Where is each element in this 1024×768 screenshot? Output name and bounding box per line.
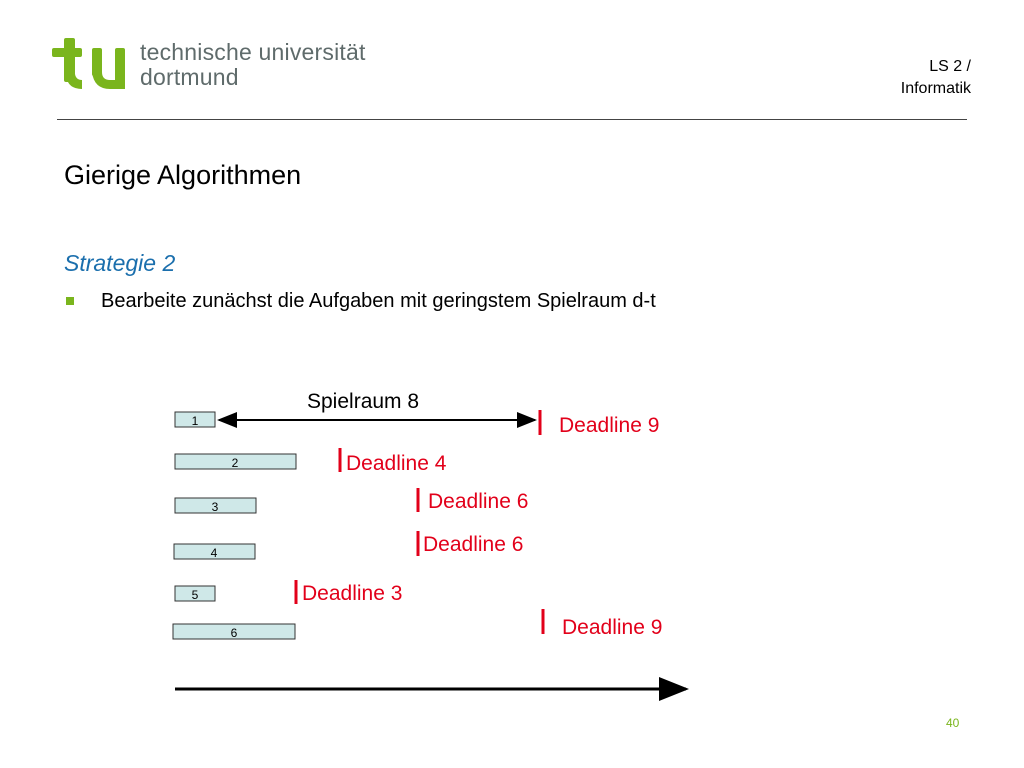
university-name-line1: technische universität: [140, 39, 366, 65]
page-number: 40: [946, 716, 960, 730]
slack-label: Spielraum 8: [307, 390, 420, 413]
chair-line2: Informatik: [900, 80, 971, 97]
deadline-label-4: Deadline 6: [423, 533, 524, 556]
bullet-item: Bearbeite zunächst die Aufgaben mit geringstem Spielraum d-t: [101, 290, 656, 312]
task-label-2: 2: [231, 456, 239, 470]
task-label-1: 1: [191, 414, 199, 428]
task-label-5: 5: [191, 588, 199, 602]
slide-title: Gierige Algorithmen: [64, 160, 302, 190]
university-name-line2: dortmund: [140, 64, 239, 90]
deadline-label-5: Deadline 3: [302, 582, 403, 605]
deadline-label-6: Deadline 9: [562, 616, 663, 639]
deadline-label-2: Deadline 4: [346, 452, 447, 475]
deadline-label-3: Deadline 6: [428, 490, 529, 513]
task-label-6: 6: [230, 626, 238, 640]
chair-line1: LS 2 /: [929, 58, 971, 75]
task-label-3: 3: [211, 500, 219, 514]
task-label-4: 4: [210, 546, 218, 560]
deadline-label-1: Deadline 9: [559, 414, 660, 437]
slide-subtitle: Strategie 2: [64, 250, 176, 276]
